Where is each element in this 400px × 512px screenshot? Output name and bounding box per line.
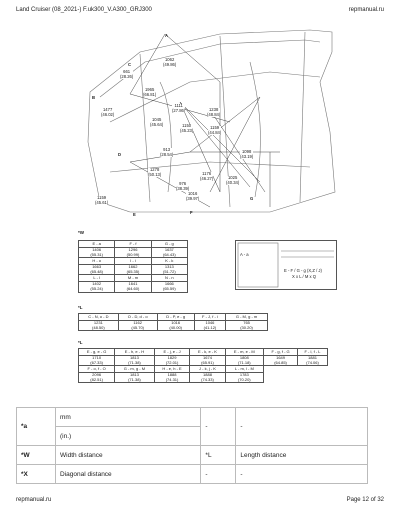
legend-desc: Diagonal distance bbox=[56, 465, 201, 484]
cell-header: E - a bbox=[79, 241, 115, 248]
length-table-1 bbox=[78, 313, 268, 331]
cell-header: D - P, e - g bbox=[157, 314, 194, 321]
footer-site: repmanual.ru bbox=[16, 497, 52, 503]
legend-key: *a bbox=[17, 408, 56, 446]
legend-key-2: *L bbox=[201, 446, 236, 465]
cell-header: C - N, o - D bbox=[79, 314, 119, 321]
dim-label: 1062 (49.86) bbox=[163, 57, 177, 67]
dim-label: 1025 (40.34) bbox=[226, 175, 240, 185]
cell-value: 1016 (40.00) bbox=[157, 321, 194, 331]
dim-label: 1159 (45.61) bbox=[95, 195, 109, 205]
cell-value: 1402 (55.24) bbox=[79, 282, 115, 292]
inset-sub: X x L / M x Q bbox=[292, 274, 317, 279]
legend-desc: mm bbox=[56, 408, 201, 427]
cell-value: 1406 (55.31) bbox=[79, 248, 115, 258]
cell-header: E - k, e - K bbox=[190, 349, 225, 356]
legend-row bbox=[17, 408, 368, 427]
cell-header: G - M, g - m bbox=[226, 314, 268, 321]
width-table bbox=[78, 240, 188, 293]
body-frame-diagram bbox=[70, 22, 340, 222]
cell-value: 1783 (70.20) bbox=[225, 373, 264, 383]
cell-header: H - e, h - E bbox=[154, 366, 190, 373]
cell-value: 1674 (65.91) bbox=[190, 356, 225, 366]
cell-value: 1881 (74.06) bbox=[298, 356, 328, 366]
dim-label: 1965 (66.81) bbox=[143, 87, 157, 97]
cell-header: J - k, j - K bbox=[190, 366, 225, 373]
cell-header: F - o, f - O bbox=[79, 366, 115, 373]
point-label: E bbox=[133, 212, 136, 217]
cell-value: 1829 (72.01) bbox=[154, 356, 190, 366]
cell-header: F - f bbox=[115, 241, 151, 248]
cell-header: F - l, f - L bbox=[298, 349, 328, 356]
cell-value: 1313 (51.72) bbox=[151, 265, 187, 275]
section-length-label-1: *L bbox=[78, 305, 83, 310]
dim-label: 1159 (44.84) bbox=[208, 125, 222, 135]
dim-label: 1150 (45.23) bbox=[180, 123, 194, 133]
cell-header: I - i bbox=[115, 258, 151, 265]
section-length-label-2: *L bbox=[78, 340, 83, 345]
dim-label: 1111 (27.86) bbox=[172, 103, 186, 113]
inset-point: A - a bbox=[240, 252, 249, 257]
cell-value: 765 (30.20) bbox=[226, 321, 268, 331]
cell-value: 1710 (67.33) bbox=[79, 356, 115, 366]
cell-header: E - g, e - G bbox=[79, 349, 115, 356]
legend-key: *W bbox=[17, 446, 56, 465]
legend-row bbox=[17, 446, 368, 465]
inset-drawing bbox=[236, 241, 336, 289]
cell-value: 1231 (48.50) bbox=[79, 321, 119, 331]
cell-value: 1888 (74.33) bbox=[190, 373, 225, 383]
cell-value: 1888 (74.31) bbox=[154, 373, 190, 383]
legend-key-2: - bbox=[201, 408, 236, 446]
point-label: D bbox=[118, 152, 122, 157]
cell-header: F - J, f - i bbox=[194, 314, 225, 321]
cell-header: E - j, e - J bbox=[154, 349, 190, 356]
footer-page: Page 12 of 32 bbox=[346, 497, 384, 503]
cell-header: M - m bbox=[115, 275, 151, 282]
dim-label: 1176 (46.27) bbox=[200, 171, 214, 181]
cell-header: H - o bbox=[79, 258, 115, 265]
point-label: G bbox=[250, 196, 254, 201]
legend-key: *X bbox=[17, 465, 56, 484]
cell-header: G - m, g - M bbox=[115, 366, 154, 373]
legend-desc-2: Length distance bbox=[236, 446, 368, 465]
legend-row bbox=[17, 465, 368, 484]
dim-label: 1098 (43.19) bbox=[240, 149, 254, 159]
cell-header: N - n bbox=[151, 275, 187, 282]
legend-desc: Width distance bbox=[56, 446, 201, 465]
dim-label: 1477 (46.02) bbox=[101, 107, 115, 117]
legend-desc: (in.) bbox=[56, 427, 201, 446]
dim-label: 1016 (39.97) bbox=[186, 191, 200, 201]
cell-value: 1637 (64.43) bbox=[151, 248, 187, 258]
point-label: B bbox=[92, 95, 96, 100]
cell-value: 1663 (65.48) bbox=[79, 265, 115, 275]
cell-header: L - m, l - M bbox=[225, 366, 264, 373]
inset-label: E - F / G - g (X,Z / J) bbox=[284, 268, 322, 273]
legend-desc-2: - bbox=[236, 465, 368, 484]
dim-label: 1238 (48.84) bbox=[207, 107, 221, 117]
legend-key-2: - bbox=[201, 465, 236, 484]
cell-value: 1641 (64.60) bbox=[115, 282, 151, 292]
cell-header: E - m, e - M bbox=[225, 349, 264, 356]
legend-table bbox=[16, 407, 368, 484]
point-label: A bbox=[165, 33, 169, 38]
cell-value: 1649 (64.85) bbox=[264, 356, 298, 366]
cell-header: L - l bbox=[79, 275, 115, 282]
header-title: Land Cruiser (08_2021-) F.uk300_V.A300_GRJ300 bbox=[16, 7, 152, 13]
point-label: C bbox=[128, 62, 132, 67]
dim-label: 976 (38.39) bbox=[176, 181, 190, 191]
cell-header: G - g bbox=[151, 241, 187, 248]
cell-header: F - g, f - G bbox=[264, 349, 298, 356]
cell-value: 2096 (82.51) bbox=[79, 373, 115, 383]
dim-label: 1045 (45.64) bbox=[150, 117, 164, 127]
page-header bbox=[16, 7, 384, 16]
dim-label: 1278 (50.13) bbox=[148, 167, 162, 177]
header-site: repmanual.ru bbox=[348, 7, 384, 13]
point-label: F bbox=[190, 210, 193, 215]
dim-label: 661 (28.26) bbox=[120, 69, 134, 79]
cell-header: K - k bbox=[151, 258, 187, 265]
cell-header: E - h, e - H bbox=[115, 349, 154, 356]
cell-value: 1162 (45.70) bbox=[118, 321, 157, 331]
cell-value: 1813 (71.38) bbox=[115, 373, 154, 383]
cell-value: 1296 (50.99) bbox=[115, 248, 151, 258]
section-width-label: *W bbox=[78, 230, 84, 235]
dim-label: 913 (28.54) bbox=[160, 147, 174, 157]
car-body-drawing bbox=[70, 22, 340, 222]
cell-value: 1813 (71.38) bbox=[115, 356, 154, 366]
legend-desc-2: - bbox=[236, 408, 368, 446]
cell-value: 1662 (65.35) bbox=[115, 265, 151, 275]
cell-value: 1666 (65.59) bbox=[151, 282, 187, 292]
page-footer bbox=[16, 497, 384, 506]
length-table-2 bbox=[78, 348, 328, 383]
cell-header: O - D, d - o bbox=[118, 314, 157, 321]
detail-inset bbox=[235, 240, 337, 290]
cell-value: 1046 (41.12) bbox=[194, 321, 225, 331]
cell-value: 1808 (71.18) bbox=[225, 356, 264, 366]
